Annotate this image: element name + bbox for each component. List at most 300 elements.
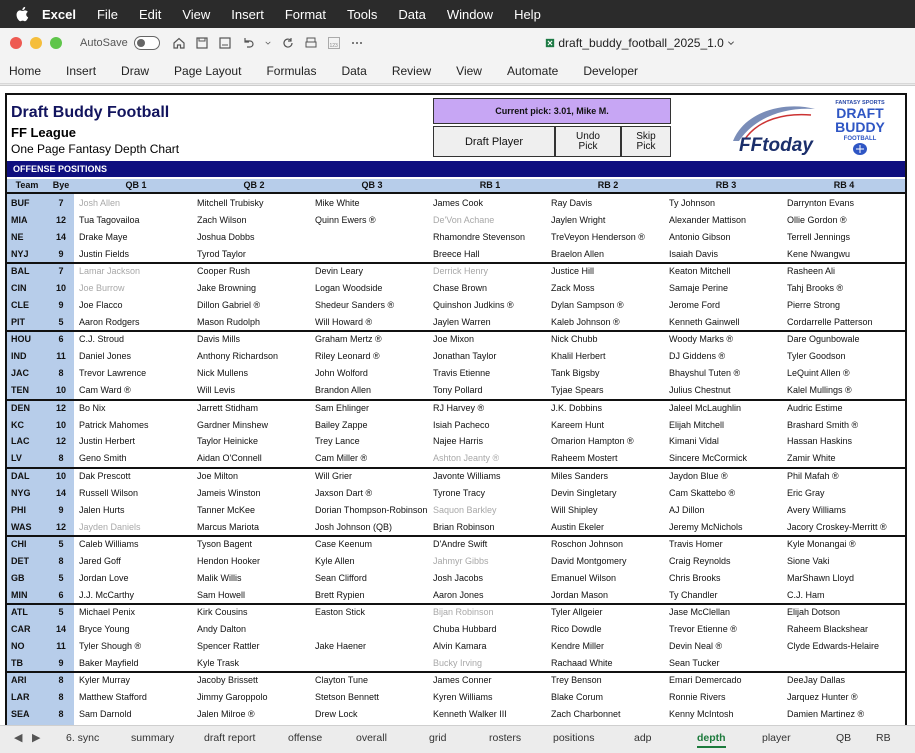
team-abbr[interactable]: BAL bbox=[11, 266, 30, 277]
player-cell[interactable]: Davis Mills bbox=[197, 334, 241, 345]
player-cell[interactable]: Will Shipley bbox=[551, 504, 598, 515]
player-cell[interactable]: Joe Flacco bbox=[79, 300, 123, 310]
bye-week[interactable]: 12 bbox=[55, 521, 66, 532]
player-cell[interactable]: Brian Robinson bbox=[433, 521, 495, 532]
player-cell[interactable]: Jalen Hurts bbox=[79, 504, 125, 515]
player-cell[interactable]: Chris Brooks bbox=[669, 572, 721, 583]
team-abbr[interactable]: PHI bbox=[11, 504, 27, 515]
player-cell[interactable]: Alvin Kamara bbox=[433, 641, 487, 651]
team-abbr[interactable]: CAR bbox=[11, 624, 31, 635]
player-cell[interactable]: Rasheen Ali bbox=[787, 266, 836, 277]
sheet-tab-summary[interactable]: summary bbox=[131, 732, 175, 744]
player-cell[interactable]: Travis Etienne bbox=[433, 368, 491, 379]
player-cell[interactable]: Cam Skattebo ® bbox=[669, 487, 736, 498]
player-cell[interactable]: Kendre Miller bbox=[551, 641, 605, 651]
player-cell[interactable]: Aaron Jones bbox=[433, 589, 484, 600]
player-cell[interactable]: Logan Woodside bbox=[315, 283, 383, 294]
player-cell[interactable]: Kalel Mullings ® bbox=[787, 385, 852, 396]
player-cell[interactable]: Anthony Richardson bbox=[197, 351, 279, 362]
player-cell[interactable]: Taylor Heinicke bbox=[197, 436, 259, 447]
player-cell[interactable]: J.K. Dobbins bbox=[551, 402, 603, 413]
home-icon[interactable] bbox=[172, 36, 186, 50]
player-cell[interactable]: Rachaad White bbox=[551, 657, 613, 668]
player-cell[interactable]: Elijah Dotson bbox=[787, 607, 841, 618]
player-cell[interactable]: Joe Burrow bbox=[79, 283, 125, 294]
player-cell[interactable]: Trey Benson bbox=[551, 675, 602, 686]
player-cell[interactable]: Tony Pollard bbox=[433, 385, 483, 396]
tab-scroll-left-icon[interactable]: ◀ bbox=[14, 732, 23, 744]
document-title[interactable] bbox=[545, 36, 735, 50]
minimize-window-button[interactable] bbox=[30, 37, 42, 49]
player-cell[interactable]: Jarquez Hunter ® bbox=[787, 692, 858, 703]
player-cell[interactable]: Will Levis bbox=[197, 385, 236, 396]
player-cell[interactable]: Damien Martinez ® bbox=[787, 709, 865, 720]
player-cell[interactable]: David Montgomery bbox=[551, 555, 627, 566]
player-cell[interactable]: Bucky Irving bbox=[433, 657, 483, 668]
menu-window[interactable]: Window bbox=[446, 6, 494, 22]
undo-icon[interactable] bbox=[241, 36, 255, 50]
bye-week[interactable]: 12 bbox=[55, 436, 66, 447]
player-cell[interactable]: Emanuel Wilson bbox=[551, 572, 617, 583]
team-abbr[interactable]: LAR bbox=[11, 692, 30, 703]
player-cell[interactable]: Dare Ogunbowale bbox=[787, 334, 860, 345]
player-cell[interactable]: Jonathan Taylor bbox=[433, 351, 497, 362]
worksheet-area[interactable] bbox=[0, 85, 915, 725]
player-cell[interactable]: Jalen Milroe ® bbox=[197, 709, 255, 720]
player-cell[interactable]: Jake Browning bbox=[197, 283, 257, 294]
player-cell[interactable]: Roschon Johnson bbox=[551, 539, 624, 549]
player-cell[interactable]: Marcus Mariota bbox=[197, 521, 260, 532]
menu-edit[interactable]: Edit bbox=[138, 6, 162, 22]
team-abbr[interactable]: HOU bbox=[11, 334, 31, 345]
player-cell[interactable]: Austin Ekeler bbox=[551, 521, 605, 532]
player-cell[interactable]: Joshua Dobbs bbox=[197, 231, 255, 242]
menu-app-name[interactable]: Excel bbox=[42, 6, 76, 22]
bye-week[interactable]: 8 bbox=[58, 675, 64, 686]
player-cell[interactable]: Nick Chubb bbox=[551, 334, 598, 345]
team-abbr[interactable]: NE bbox=[11, 231, 24, 242]
player-cell[interactable]: Sam Ehlinger bbox=[315, 402, 370, 413]
team-abbr[interactable]: CIN bbox=[11, 283, 27, 294]
player-cell[interactable]: Gardner Minshew bbox=[197, 419, 269, 430]
ribbon-tab-developer[interactable]: Developer bbox=[583, 63, 639, 78]
bye-week[interactable]: 8 bbox=[58, 453, 64, 464]
sheet-tab-depth[interactable]: depth bbox=[697, 732, 726, 748]
player-cell[interactable]: Dorian Thompson-Robinson bbox=[315, 504, 428, 515]
player-cell[interactable]: Russell Wilson bbox=[79, 487, 139, 498]
player-cell[interactable]: Andy Dalton bbox=[197, 624, 247, 635]
bye-week[interactable]: 8 bbox=[58, 692, 64, 703]
player-cell[interactable]: Phil Mafah ® bbox=[787, 470, 839, 481]
player-cell[interactable]: Justice Hill bbox=[551, 266, 595, 277]
player-cell[interactable]: Hendon Hooker bbox=[197, 555, 261, 566]
player-cell[interactable]: Tyson Bagent bbox=[197, 539, 253, 549]
player-cell[interactable]: AJ Dillon bbox=[669, 504, 705, 515]
ribbon-tab-draw[interactable]: Draw bbox=[121, 63, 150, 78]
sheet-tab-adp[interactable]: adp bbox=[634, 732, 652, 744]
player-cell[interactable]: Zach Wilson bbox=[197, 214, 247, 225]
sheet-tab-rosters[interactable]: rosters bbox=[489, 732, 522, 744]
player-cell[interactable]: Ray Davis bbox=[551, 198, 593, 208]
player-cell[interactable]: Jimmy Garoppolo bbox=[197, 692, 268, 703]
player-cell[interactable]: Antonio Gibson bbox=[669, 231, 731, 242]
player-cell[interactable]: Ronnie Rivers bbox=[669, 692, 726, 703]
bye-week[interactable]: 9 bbox=[58, 300, 64, 310]
player-cell[interactable]: DeeJay Dallas bbox=[787, 675, 846, 686]
player-cell[interactable]: Isaiah Davis bbox=[669, 248, 719, 259]
player-cell[interactable]: Brandon Allen bbox=[315, 385, 372, 396]
player-cell[interactable]: Michael Penix bbox=[79, 607, 136, 618]
player-cell[interactable]: Tyler Allgeier bbox=[551, 607, 603, 618]
player-cell[interactable]: Josh Johnson (QB) bbox=[315, 521, 393, 532]
team-abbr[interactable]: PIT bbox=[11, 316, 26, 327]
team-abbr[interactable]: LAC bbox=[11, 436, 30, 447]
player-cell[interactable]: Easton Stick bbox=[315, 607, 366, 618]
player-cell[interactable]: Spencer Rattler bbox=[197, 641, 260, 651]
player-cell[interactable]: RJ Harvey ® bbox=[433, 402, 485, 413]
team-abbr[interactable]: LV bbox=[11, 453, 22, 464]
player-cell[interactable]: Jacoby Brissett bbox=[197, 675, 259, 686]
player-cell[interactable]: Jase McClellan bbox=[669, 607, 731, 618]
player-cell[interactable]: Joe Milton bbox=[197, 470, 239, 481]
player-cell[interactable]: Bhayshul Tuten ® bbox=[669, 368, 741, 379]
player-cell[interactable]: Raheem Mostert bbox=[551, 453, 618, 464]
team-abbr[interactable]: NO bbox=[11, 641, 25, 651]
player-cell[interactable]: Cordarrelle Patterson bbox=[787, 316, 873, 327]
player-cell[interactable]: Trevor Lawrence bbox=[79, 368, 147, 379]
player-cell[interactable]: DJ Giddens ® bbox=[669, 351, 726, 362]
team-abbr[interactable]: MIN bbox=[11, 589, 28, 600]
bye-week[interactable]: 5 bbox=[58, 572, 64, 583]
bye-week[interactable]: 14 bbox=[55, 231, 66, 242]
bye-week[interactable]: 5 bbox=[58, 316, 64, 327]
team-abbr[interactable]: NYJ bbox=[11, 248, 29, 259]
player-cell[interactable]: Kenneth Walker III bbox=[433, 709, 507, 720]
bye-week[interactable]: 11 bbox=[56, 641, 66, 651]
player-cell[interactable]: Drew Lock bbox=[315, 709, 358, 720]
player-cell[interactable]: De'Von Achane bbox=[433, 214, 495, 225]
menu-data[interactable]: Data bbox=[398, 6, 426, 22]
player-cell[interactable]: Tyler Goodson bbox=[787, 351, 846, 362]
player-cell[interactable]: Kenneth Gainwell bbox=[669, 316, 740, 327]
redo-icon[interactable] bbox=[281, 36, 295, 50]
ribbon-tab-formulas[interactable]: Formulas bbox=[266, 63, 317, 78]
player-cell[interactable]: Bijan Robinson bbox=[433, 607, 494, 618]
undo-pick-button[interactable]: Undo Pick bbox=[555, 126, 621, 157]
sheet-tab-rb[interactable]: RB bbox=[876, 732, 891, 744]
player-cell[interactable]: Kimani Vidal bbox=[669, 436, 719, 447]
player-cell[interactable]: Jordan Mason bbox=[551, 589, 609, 600]
sheet-tab-grid[interactable]: grid bbox=[429, 732, 447, 744]
player-cell[interactable]: Jaleel McLaughlin bbox=[669, 402, 742, 413]
player-cell[interactable]: Keaton Mitchell bbox=[669, 266, 731, 277]
player-cell[interactable]: Stetson Bennett bbox=[315, 692, 380, 703]
player-cell[interactable]: Tank Bigsby bbox=[551, 368, 600, 379]
player-cell[interactable]: Julius Chestnut bbox=[669, 385, 731, 396]
menu-file[interactable]: File bbox=[96, 6, 118, 22]
player-cell[interactable]: Tyler Shough ® bbox=[79, 641, 142, 651]
player-cell[interactable]: Brashard Smith ® bbox=[787, 419, 859, 430]
player-cell[interactable]: Joe Mixon bbox=[433, 334, 475, 345]
bye-week[interactable]: 6 bbox=[58, 589, 64, 600]
player-cell[interactable]: Craig Reynolds bbox=[669, 555, 731, 566]
player-cell[interactable]: Kenny McIntosh bbox=[669, 709, 734, 720]
player-cell[interactable]: Ty Chandler bbox=[669, 589, 718, 600]
skip-pick-button[interactable]: Skip Pick bbox=[621, 126, 671, 157]
player-cell[interactable]: Jeremy McNichols bbox=[669, 521, 743, 532]
player-cell[interactable]: Jacory Croskey-Merritt ® bbox=[787, 521, 887, 532]
player-cell[interactable]: Tua Tagovailoa bbox=[79, 214, 140, 225]
autosave-toggle[interactable] bbox=[134, 36, 160, 50]
bye-week[interactable]: 10 bbox=[55, 385, 66, 396]
player-cell[interactable]: Bailey Zappe bbox=[315, 419, 368, 430]
player-cell[interactable]: Josh Allen bbox=[79, 198, 121, 208]
player-cell[interactable]: Najee Harris bbox=[433, 436, 484, 447]
save-icon[interactable] bbox=[195, 36, 209, 50]
player-cell[interactable]: Omarion Hampton ® bbox=[551, 436, 634, 447]
player-cell[interactable]: C.J. Stroud bbox=[79, 334, 125, 345]
team-abbr[interactable]: CLE bbox=[11, 300, 29, 310]
player-cell[interactable]: Isiah Pacheco bbox=[433, 419, 490, 430]
team-abbr[interactable]: MIA bbox=[11, 214, 28, 225]
team-abbr[interactable]: TEN bbox=[11, 385, 29, 396]
bye-week[interactable]: 9 bbox=[58, 657, 64, 668]
player-cell[interactable]: Devin Neal ® bbox=[669, 641, 723, 651]
player-cell[interactable]: Kareem Hunt bbox=[551, 419, 605, 430]
team-abbr[interactable]: SEA bbox=[11, 709, 30, 720]
bye-week[interactable]: 9 bbox=[58, 504, 64, 515]
player-cell[interactable]: Aidan O'Connell bbox=[197, 453, 262, 464]
player-cell[interactable]: Brett Rypien bbox=[315, 589, 365, 600]
player-cell[interactable]: Will Howard ® bbox=[315, 316, 373, 327]
player-cell[interactable]: Jaxson Dart ® bbox=[315, 487, 373, 498]
ribbon-tab-automate[interactable]: Automate bbox=[506, 63, 559, 78]
player-cell[interactable]: Sean Tucker bbox=[669, 657, 720, 668]
tab-scroll-right-icon[interactable]: ▶ bbox=[32, 732, 41, 744]
ribbon-tab-insert[interactable]: Insert bbox=[66, 63, 97, 78]
player-cell[interactable]: Caleb Williams bbox=[79, 539, 139, 549]
player-cell[interactable]: Sam Darnold bbox=[79, 709, 132, 720]
player-cell[interactable]: Mason Rudolph bbox=[197, 316, 261, 327]
player-cell[interactable]: Jared Goff bbox=[79, 555, 121, 566]
player-cell[interactable]: Jaylen Warren bbox=[433, 316, 491, 327]
player-cell[interactable]: Bryce Young bbox=[79, 624, 130, 635]
player-cell[interactable]: Saquon Barkley bbox=[433, 504, 497, 515]
team-abbr[interactable]: TB bbox=[11, 657, 23, 668]
player-cell[interactable]: Cam Ward ® bbox=[79, 385, 131, 396]
bye-week[interactable]: 6 bbox=[58, 334, 64, 345]
player-cell[interactable]: Devin Singletary bbox=[551, 487, 617, 498]
player-cell[interactable]: Geno Smith bbox=[79, 453, 127, 464]
player-cell[interactable]: Jaydon Blue ® bbox=[669, 470, 728, 481]
player-cell[interactable]: Rhamondre Stevenson bbox=[433, 231, 526, 242]
player-cell[interactable]: Ty Johnson bbox=[669, 198, 716, 208]
player-cell[interactable]: Justin Fields bbox=[79, 248, 130, 259]
player-cell[interactable]: Justin Herbert bbox=[79, 436, 136, 447]
player-cell[interactable]: Cooper Rush bbox=[197, 266, 251, 277]
player-cell[interactable]: Daniel Jones bbox=[79, 351, 132, 362]
player-cell[interactable]: Rico Dowdle bbox=[551, 624, 602, 635]
player-cell[interactable]: Derrick Henry bbox=[433, 266, 489, 277]
player-cell[interactable]: Drake Maye bbox=[79, 231, 128, 242]
player-cell[interactable]: Kaleb Johnson ® bbox=[551, 316, 620, 327]
sheet-tab-qb[interactable]: QB bbox=[836, 732, 852, 744]
team-abbr[interactable]: IND bbox=[11, 351, 27, 362]
player-cell[interactable]: D'Andre Swift bbox=[433, 539, 488, 549]
team-abbr[interactable]: DET bbox=[11, 555, 29, 566]
player-cell[interactable]: Braelon Allen bbox=[551, 248, 605, 259]
team-abbr[interactable]: ARI bbox=[11, 675, 27, 686]
player-cell[interactable]: Trey Lance bbox=[315, 436, 360, 447]
team-abbr[interactable]: BUF bbox=[11, 198, 30, 208]
bye-week[interactable]: 10 bbox=[55, 419, 66, 430]
bye-week[interactable]: 12 bbox=[55, 402, 66, 413]
player-cell[interactable]: Tyrod Taylor bbox=[197, 248, 246, 259]
bye-week[interactable]: 8 bbox=[58, 709, 64, 720]
team-abbr[interactable]: DAL bbox=[11, 470, 30, 481]
sheet-tab-overall[interactable]: overall bbox=[356, 732, 387, 744]
player-cell[interactable]: Chuba Hubbard bbox=[433, 624, 497, 635]
player-cell[interactable]: Sean Clifford bbox=[315, 572, 367, 583]
player-cell[interactable]: Kyle Allen bbox=[315, 555, 355, 566]
player-cell[interactable]: Shedeur Sanders ® bbox=[315, 300, 395, 310]
player-cell[interactable]: Dillon Gabriel ® bbox=[197, 300, 261, 310]
player-cell[interactable]: Kyle Monangai ® bbox=[787, 539, 856, 549]
bye-week[interactable]: 10 bbox=[55, 283, 66, 294]
player-cell[interactable]: Ollie Gordon ® bbox=[787, 214, 847, 225]
ribbon-tab-page-layout[interactable]: Page Layout bbox=[174, 63, 242, 78]
ribbon-tab-view[interactable]: View bbox=[456, 63, 482, 78]
more-icon[interactable] bbox=[350, 36, 364, 50]
player-cell[interactable]: Woody Marks ® bbox=[669, 334, 733, 345]
bye-week[interactable]: 8 bbox=[58, 368, 64, 379]
bye-week[interactable]: 14 bbox=[55, 624, 66, 635]
player-cell[interactable]: Jerome Ford bbox=[669, 300, 721, 310]
player-cell[interactable]: James Cook bbox=[433, 198, 484, 208]
ribbon-tab-review[interactable]: Review bbox=[391, 63, 432, 78]
player-cell[interactable]: Kirk Cousins bbox=[197, 607, 248, 618]
sheet-tab-offense[interactable]: offense bbox=[288, 732, 323, 744]
player-cell[interactable]: Mitchell Trubisky bbox=[197, 198, 264, 208]
player-cell[interactable]: Jarrett Stidham bbox=[197, 402, 259, 413]
sheet-tab-player[interactable]: player bbox=[762, 732, 791, 744]
bye-week[interactable]: 10 bbox=[55, 470, 66, 481]
sheet-tab-positions[interactable]: positions bbox=[553, 732, 595, 744]
player-cell[interactable]: C.J. Ham bbox=[787, 589, 825, 600]
menu-help[interactable]: Help bbox=[514, 6, 541, 22]
save-as-icon[interactable] bbox=[218, 36, 232, 50]
player-cell[interactable]: Eric Gray bbox=[787, 487, 825, 498]
player-cell[interactable]: Devin Leary bbox=[315, 266, 364, 277]
menu-view[interactable]: View bbox=[182, 6, 211, 22]
player-cell[interactable]: Aaron Rodgers bbox=[79, 316, 140, 327]
player-cell[interactable]: Terrell Jennings bbox=[787, 231, 851, 242]
player-cell[interactable]: Zach Charbonnet bbox=[551, 709, 621, 720]
chevron-down-icon[interactable] bbox=[264, 36, 272, 50]
player-cell[interactable]: Emari Demercado bbox=[669, 675, 742, 686]
player-cell[interactable]: Mike White bbox=[315, 198, 360, 208]
bye-week[interactable]: 7 bbox=[58, 266, 64, 277]
player-cell[interactable]: Chase Brown bbox=[433, 283, 488, 294]
player-cell[interactable]: Pierre Strong bbox=[787, 300, 841, 310]
team-abbr[interactable]: JAC bbox=[11, 368, 30, 379]
draft-player-button[interactable]: Draft Player bbox=[433, 126, 555, 157]
team-abbr[interactable]: WAS bbox=[11, 521, 32, 532]
player-cell[interactable]: Riley Leonard ® bbox=[315, 351, 380, 362]
player-cell[interactable]: Dylan Sampson ® bbox=[551, 300, 624, 310]
player-cell[interactable]: Cam Miller ® bbox=[315, 453, 368, 464]
player-cell[interactable]: Audric Estime bbox=[787, 402, 843, 413]
player-cell[interactable]: Alexander Mattison bbox=[669, 214, 747, 225]
team-abbr[interactable]: CHI bbox=[11, 539, 27, 549]
player-cell[interactable]: John Wolford bbox=[315, 368, 368, 379]
player-cell[interactable]: Breece Hall bbox=[433, 248, 480, 259]
player-cell[interactable]: Travis Homer bbox=[669, 539, 723, 549]
apple-icon[interactable] bbox=[14, 5, 32, 23]
bye-week[interactable]: 11 bbox=[56, 351, 66, 362]
player-cell[interactable]: Miles Sanders bbox=[551, 470, 609, 481]
player-cell[interactable]: Jayden Daniels bbox=[79, 521, 141, 532]
player-cell[interactable]: Kyle Trask bbox=[197, 657, 240, 668]
player-cell[interactable]: Sincere McCormick bbox=[669, 453, 748, 464]
player-cell[interactable]: Jameis Winston bbox=[197, 487, 261, 498]
bye-week[interactable]: 7 bbox=[58, 198, 64, 208]
player-cell[interactable]: Case Keenum bbox=[315, 539, 373, 549]
team-abbr[interactable]: GB bbox=[11, 572, 25, 583]
player-cell[interactable]: Matthew Stafford bbox=[79, 692, 147, 703]
sheet-tab-draft-report[interactable]: draft report bbox=[204, 732, 256, 744]
player-cell[interactable]: Trevor Etienne ® bbox=[669, 624, 737, 635]
player-cell[interactable]: Lamar Jackson bbox=[79, 266, 141, 277]
number-format-icon[interactable] bbox=[327, 36, 341, 50]
player-cell[interactable]: Clayton Tune bbox=[315, 675, 369, 686]
player-cell[interactable]: Zack Moss bbox=[551, 283, 595, 294]
player-cell[interactable]: Ashton Jeanty ® bbox=[433, 453, 500, 464]
player-cell[interactable]: Josh Jacobs bbox=[433, 572, 484, 583]
team-abbr[interactable]: NYG bbox=[11, 487, 31, 498]
bye-week[interactable]: 8 bbox=[58, 555, 64, 566]
player-cell[interactable]: Clyde Edwards-Helaire bbox=[787, 641, 880, 651]
player-cell[interactable]: MarShawn Lloyd bbox=[787, 572, 855, 583]
player-cell[interactable]: Khalil Herbert bbox=[551, 351, 606, 362]
menu-format[interactable]: Format bbox=[284, 6, 326, 22]
player-cell[interactable]: Bo Nix bbox=[79, 402, 106, 413]
player-cell[interactable]: Jordan Love bbox=[79, 572, 129, 583]
menu-insert[interactable]: Insert bbox=[231, 6, 264, 22]
player-cell[interactable]: Hassan Haskins bbox=[787, 436, 853, 447]
player-cell[interactable]: Sam Howell bbox=[197, 589, 246, 600]
player-cell[interactable]: Blake Corum bbox=[551, 692, 604, 703]
player-cell[interactable]: Darrynton Evans bbox=[787, 198, 855, 208]
player-cell[interactable]: Avery Williams bbox=[787, 504, 846, 515]
player-cell[interactable]: Malik Willis bbox=[197, 572, 242, 583]
player-cell[interactable]: Nick Mullens bbox=[197, 368, 249, 379]
player-cell[interactable]: Will Grier bbox=[315, 470, 352, 481]
ribbon-tab-home[interactable]: Home bbox=[9, 63, 42, 78]
player-cell[interactable]: Kyler Murray bbox=[79, 675, 131, 686]
sheet-tab-6-sync[interactable]: 6. sync bbox=[66, 732, 100, 744]
player-cell[interactable]: Kyren Williams bbox=[433, 692, 493, 703]
bye-week[interactable]: 14 bbox=[55, 487, 66, 498]
player-cell[interactable]: Tyrone Tracy bbox=[433, 487, 486, 498]
bye-week[interactable]: 9 bbox=[58, 248, 64, 259]
player-cell[interactable]: LeQuint Allen ® bbox=[787, 368, 850, 379]
player-cell[interactable]: Sione Vaki bbox=[787, 555, 830, 566]
close-window-button[interactable] bbox=[10, 37, 22, 49]
team-abbr[interactable]: KC bbox=[11, 419, 24, 430]
team-abbr[interactable]: DEN bbox=[11, 402, 31, 413]
player-cell[interactable]: Jaylen Wright bbox=[551, 214, 606, 225]
